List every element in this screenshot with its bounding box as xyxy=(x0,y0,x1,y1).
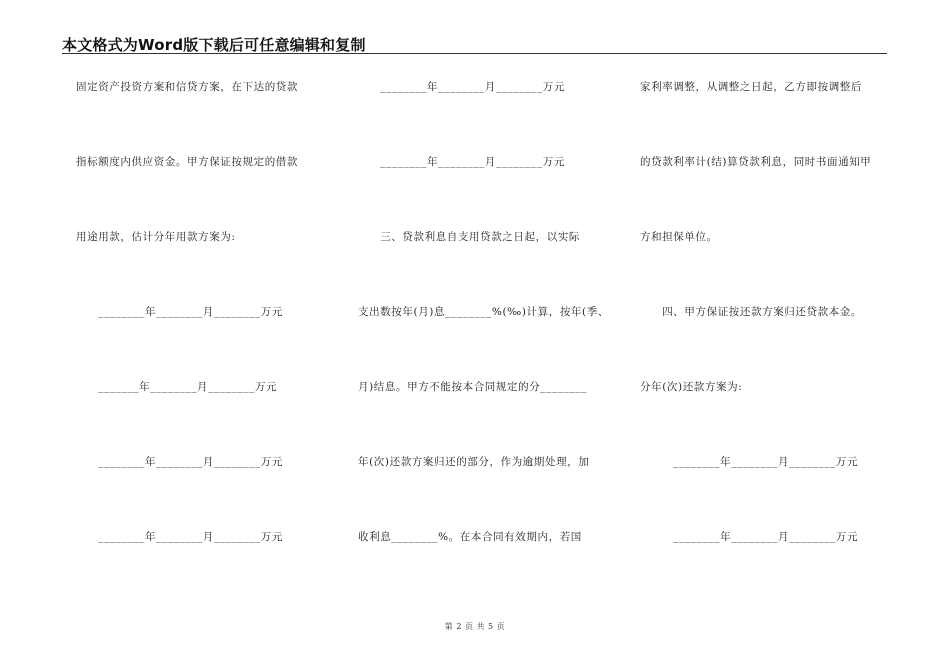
schedule-line: _______年________月________万元 xyxy=(76,381,278,393)
text-line: 的贷款利率计(结)算贷款利息，同时书面通知甲 xyxy=(640,156,872,168)
schedule-line: ________年________月________万元 xyxy=(76,456,283,468)
text-line: 方和担保单位。 xyxy=(640,231,718,243)
schedule-line: ________年________月________万元 xyxy=(76,306,283,318)
schedule-line: ________年________月________万元 xyxy=(640,456,859,468)
text-line: 固定资产投资方案和信贷方案，在下达的贷款 xyxy=(76,81,298,93)
text-line: 用途用款，估计分年用款方案为: xyxy=(76,231,236,243)
document-header-title: 本文格式为Word版下载后可任意编辑和复制 xyxy=(62,36,366,54)
schedule-line: ________年________月________万元 xyxy=(76,531,283,543)
text-line: 四、甲方保证按还款方案归还贷款本金。 xyxy=(640,306,862,318)
text-line: 收利息________%。在本合同有效期内，若国 xyxy=(358,531,582,543)
text-line: 家利率调整，从调整之日起，乙方即按调整后 xyxy=(640,81,862,93)
text-line: 三、贷款利息自支用贷款之日起，以实际 xyxy=(358,231,580,243)
text-line: 支出数按年(月)息________%(‰)计算，按年(季、 xyxy=(358,306,609,318)
text-line: 分年(次)还款方案为: xyxy=(640,381,743,393)
text-line: 指标额度内供应资金。甲方保证按规定的借款 xyxy=(76,156,298,168)
schedule-line: ________年________月________万元 xyxy=(640,531,859,543)
header-divider xyxy=(62,53,887,54)
schedule-line: ________年________月________万元 xyxy=(358,81,565,93)
page-number: 第 2 页 共 5 页 xyxy=(444,622,506,631)
text-line: 月)结息。甲方不能按本合同规定的分________ xyxy=(358,381,588,393)
schedule-line: ________年________月________万元 xyxy=(358,156,565,168)
text-line: 年(次)还款方案归还的部分，作为逾期处理，加 xyxy=(358,456,590,468)
